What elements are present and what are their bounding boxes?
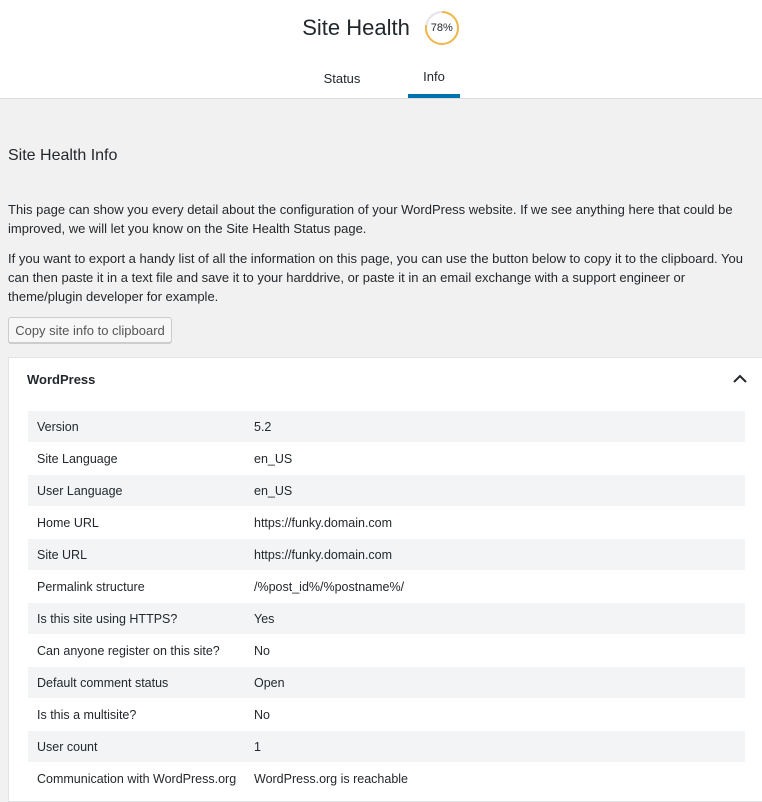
row-value: https://funky.domain.com: [254, 548, 393, 562]
table-row: [28, 411, 745, 443]
row-label: Site Language: [37, 452, 118, 466]
row-value: 5.2: [254, 420, 272, 434]
row-label: Is this site using HTTPS?: [37, 612, 178, 626]
row-label: Default comment status: [37, 676, 169, 690]
wordpress-info-panel: [8, 357, 762, 802]
table-row: [28, 571, 745, 603]
health-score-value: 78%: [430, 22, 453, 34]
table-row: [28, 635, 745, 667]
row-label: Can anyone register on this site?: [37, 644, 220, 658]
intro-paragraph: This page can show you every detail about the configuration of your WordPress website. If we see anything here that could be improved, we will let you know on the Site Health Status page.: [8, 202, 733, 236]
row-value: 1: [254, 740, 261, 754]
table-row: [28, 763, 745, 795]
health-score-indicator: [424, 10, 460, 46]
row-value: https://funky.domain.com: [254, 516, 393, 530]
chevron-up-icon[interactable]: [731, 370, 749, 388]
row-value: en_US: [254, 484, 293, 498]
row-label: Site URL: [37, 548, 88, 562]
row-label: User Language: [37, 484, 123, 498]
table-row: [28, 443, 745, 475]
row-value: Open: [254, 676, 285, 690]
row-value: en_US: [254, 452, 293, 466]
tab-info[interactable]: Info: [408, 58, 460, 98]
table-row: [28, 539, 745, 571]
table-row: [28, 731, 745, 763]
row-label: Is this a multisite?: [37, 708, 137, 722]
table-row: [28, 667, 745, 699]
export-paragraph: If you want to export a handy list of all the information on this page, you can use the button below to copy it to the clipboard. You can then paste it in a text file and save it to your harddrive, or paste it in an email exchange with a support engineer or theme/plugin developer for example.: [8, 251, 743, 304]
row-value: No: [254, 708, 270, 722]
page-title: Site Health: [302, 15, 410, 40]
copy-site-info-button[interactable]: Copy site info to clipboard: [8, 317, 172, 343]
row-value: Yes: [254, 612, 275, 626]
info-table: [28, 411, 745, 795]
row-label: User count: [37, 740, 98, 754]
panel-title: WordPress: [27, 372, 96, 387]
page-header: [0, 0, 762, 99]
row-value: WordPress.org is reachable: [254, 772, 409, 786]
table-row: [28, 475, 745, 507]
panel-header[interactable]: [9, 358, 762, 400]
tab-status[interactable]: Status: [323, 70, 361, 86]
row-label: Version: [37, 420, 79, 434]
row-label: Permalink structure: [37, 580, 145, 594]
tab-bar: [0, 58, 762, 99]
table-row: [28, 699, 745, 731]
row-label: Home URL: [37, 516, 99, 530]
row-label: Communication with WordPress.org: [37, 772, 237, 786]
row-value: No: [254, 644, 270, 658]
row-value: /%post_id%/%postname%/: [254, 580, 405, 594]
table-row: [28, 603, 745, 635]
title-row: [0, 8, 762, 48]
section-title: Site Health Info: [8, 147, 118, 164]
table-row: [28, 507, 745, 539]
